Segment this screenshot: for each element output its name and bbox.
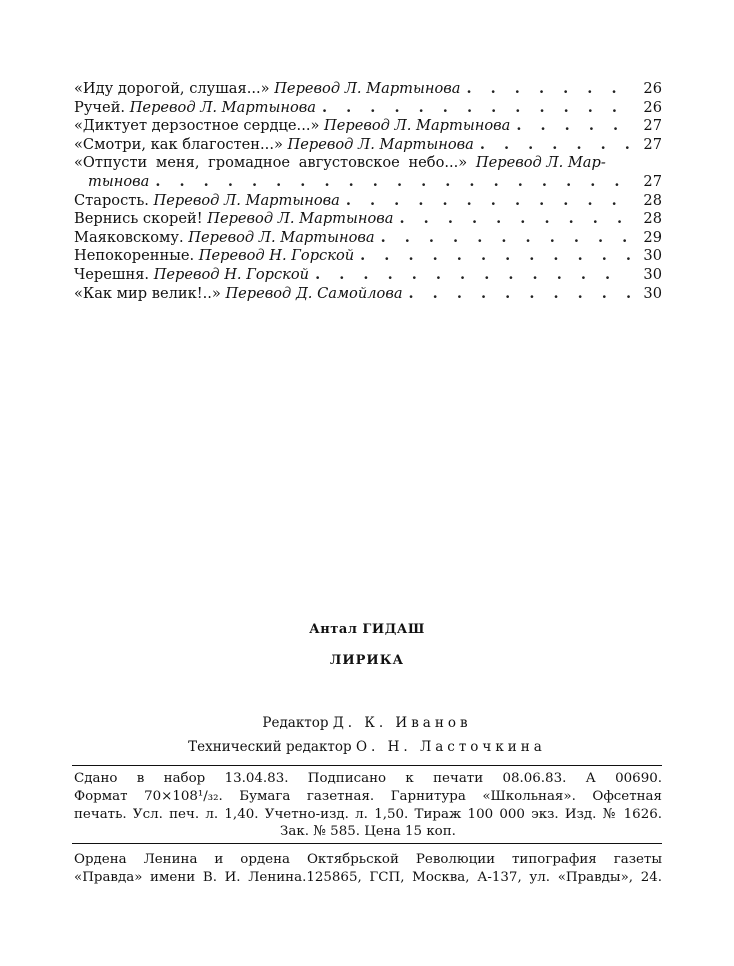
toc-entry-title: «Отпусти меня, громадное августовское небо...» Перевод Л. Мар- xyxy=(74,154,606,172)
toc-entry-title: Ручей. Перевод Л. Мартынова xyxy=(74,98,316,116)
toc-entry-title: «Иду дорогой, слушая...» Перевод Л. Мартынова xyxy=(74,80,461,97)
tech-editor-name: О. Н. Ласточкина xyxy=(355,739,546,755)
dot-leader xyxy=(394,210,631,229)
dot-leader xyxy=(354,247,630,266)
printing-house-block xyxy=(74,851,662,887)
tech-editor-label: Технический редактор xyxy=(188,739,352,755)
book-title: ЛИРИКА xyxy=(329,653,405,668)
toc-entry-title: «Смотри, как благостен...» Перевод Л. Мартынова xyxy=(74,135,474,153)
author-name: Антал ГИДАШ xyxy=(309,622,425,637)
toc-page-number: 28 xyxy=(643,210,662,228)
printing-line: «Правда» имени В. И. Ленина.125865, ГСП, Москва, А-137, ул. «Правды», 24. xyxy=(74,869,662,885)
dot-leader xyxy=(340,192,630,211)
dot-leader xyxy=(316,99,630,118)
toc-page-number: 30 xyxy=(643,284,662,302)
dot-leader xyxy=(510,117,630,136)
toc-entry-title: «Как мир велик!..» Перевод Д. Самойлова xyxy=(74,284,403,302)
toc-page-number: 26 xyxy=(643,80,662,97)
dot-leader xyxy=(375,229,630,248)
dot-leader xyxy=(474,136,630,155)
toc-entry xyxy=(74,136,662,155)
imprint-block xyxy=(74,770,662,841)
toc-entry xyxy=(74,80,662,99)
toc-entry-title: Черешня. Перевод Н. Горской xyxy=(74,265,310,283)
imprint-line: Формат 70×108¹/₃₂. Бумага газетная. Гарнитура «Школьная». Офсетная xyxy=(74,788,662,804)
divider-top xyxy=(72,765,662,766)
dot-leader xyxy=(149,173,630,192)
imprint-line: Сдано в набор 13.04.83. Подписано к печати 08.06.83. А 00690. xyxy=(74,771,662,786)
toc-entry xyxy=(74,99,662,118)
toc-page-number: 26 xyxy=(643,98,662,116)
toc-entry xyxy=(74,210,662,229)
toc-entry-title: «Диктует дерзостное сердце...» Перевод Л. Мартынова xyxy=(74,117,511,135)
editor-credit xyxy=(0,715,734,731)
imprint-line: печать. Усл. печ. л. 1,40. Учетно-изд. л. 1,50. Тираж 100 000 экз. Изд. № 1626. xyxy=(74,806,662,822)
toc-entry-title: Старость. Перевод Л. Мартынова xyxy=(74,191,340,209)
divider-middle xyxy=(72,843,662,844)
printing-line: Ордена Ленина и ордена Октябрьской Революции типография газеты xyxy=(74,852,662,867)
toc-page-number: 30 xyxy=(643,247,662,265)
toc-entry xyxy=(74,192,662,211)
toc-entry xyxy=(74,285,662,304)
toc-entry-title: Непокоренные. Перевод Н. Горской xyxy=(74,247,355,265)
imprint-line: Зак. № 585. Цена 15 коп. xyxy=(280,824,456,840)
toc-entry xyxy=(74,247,662,266)
dot-leader xyxy=(460,80,630,99)
tech-editor-credit xyxy=(0,739,734,755)
toc-page-number: 29 xyxy=(643,228,662,246)
dot-leader xyxy=(403,285,630,304)
toc-page-number: 27 xyxy=(643,172,662,190)
toc-entry-title: Маяковскому. Перевод Л. Мартынова xyxy=(74,228,375,246)
toc-page-number: 28 xyxy=(643,191,662,209)
toc-entry xyxy=(74,229,662,248)
toc-entry xyxy=(74,117,662,136)
toc-page-number: 27 xyxy=(643,117,662,135)
dot-leader xyxy=(309,266,630,285)
toc-entry-title: Вернись скорей! Перевод Л. Мартынова xyxy=(74,210,394,228)
editor-label: Редактор xyxy=(262,715,329,731)
toc-entry-title: тынова xyxy=(88,172,150,190)
toc-entry xyxy=(74,266,662,285)
toc-page-number: 30 xyxy=(643,265,662,283)
toc-entry-continuation xyxy=(74,173,662,192)
table-of-contents xyxy=(74,80,662,303)
editor-name: Д. К. Иванов xyxy=(332,715,472,731)
toc-page-number: 27 xyxy=(643,135,662,153)
toc-entry xyxy=(74,154,662,173)
